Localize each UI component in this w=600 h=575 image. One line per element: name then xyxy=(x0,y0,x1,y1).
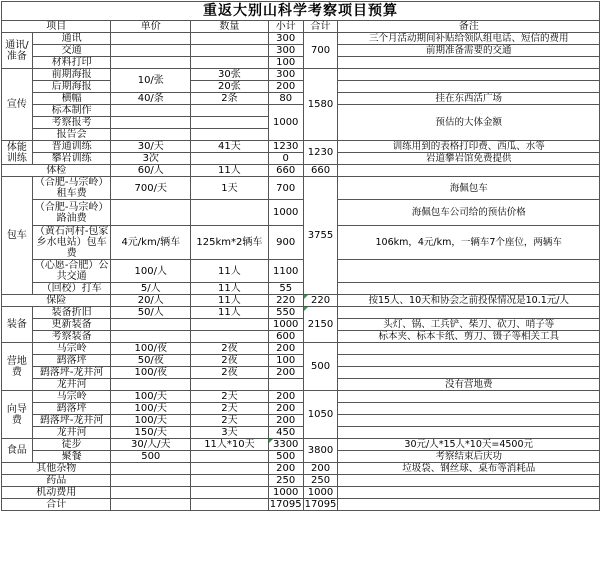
item-subtotal: 220 xyxy=(268,295,303,307)
item-subtotal: 200 xyxy=(268,343,303,355)
item-subtotal: 200 xyxy=(268,367,303,379)
table-row xyxy=(2,379,600,391)
table-row xyxy=(2,283,600,295)
category-bus: 包车 xyxy=(2,177,33,295)
item-name: 报告会 xyxy=(32,129,111,141)
item-quantity: 2天 xyxy=(191,391,269,403)
item-name: 鹞落坪 xyxy=(32,403,111,415)
header-subtotal: 小计 xyxy=(268,21,303,33)
category-food: 食品 xyxy=(2,439,33,463)
item-quantity: 1天 xyxy=(191,177,269,200)
item-quantity: 3天 xyxy=(191,427,269,439)
item-unit-price: 10/张 xyxy=(111,69,191,93)
item-unit-price: 60/人 xyxy=(111,165,191,177)
table-row xyxy=(2,427,600,439)
item-subtotal: 300 xyxy=(268,45,303,57)
item-name: 攀岩训练 xyxy=(32,153,111,165)
table-row xyxy=(2,81,600,93)
item-name: 鹞落坪-龙井河 xyxy=(32,367,111,379)
item-quantity: 2条 xyxy=(191,93,269,105)
item-name: 龙井河 xyxy=(32,427,111,439)
item-name: 交通 xyxy=(32,45,111,57)
item-quantity: 11人 xyxy=(191,283,269,295)
item-unit-price: 5/人 xyxy=(111,283,191,295)
item-subtotal: 100 xyxy=(268,355,303,367)
item-subtotal: 250 xyxy=(268,475,303,487)
item-name: 机动费用 xyxy=(2,487,111,499)
item-note: 30元/人*15人*10天=4500元 xyxy=(338,439,600,451)
table-row xyxy=(2,331,600,343)
item-name: 徒步 xyxy=(32,439,111,451)
table-row xyxy=(2,415,600,427)
group-subtotal: 1000 xyxy=(268,105,303,141)
item-subtotal: 3300 xyxy=(268,439,303,451)
item-subtotal: 1100 xyxy=(268,260,303,283)
item-subtotal: 700 xyxy=(268,177,303,200)
item-name: 马宗岭 xyxy=(32,343,111,355)
table-row xyxy=(2,226,600,260)
item-name: 龙井河 xyxy=(32,379,111,391)
item-note: 按15人、10天和协会之前投保情况是10.1元/人 xyxy=(338,295,600,307)
table-row xyxy=(2,295,600,307)
item-note: 海佩包车公司给的预估价格 xyxy=(338,200,600,226)
section-total: 2150 xyxy=(303,307,338,343)
sheet-title: 重返大别山科学考察项目预算 xyxy=(2,2,600,21)
item-unit-price: 50/夜 xyxy=(111,355,191,367)
table-row xyxy=(2,69,600,81)
table-row xyxy=(2,45,600,57)
item-quantity: 30张 xyxy=(191,69,269,81)
item-subtotal: 1000 xyxy=(268,487,303,499)
item-quantity: 11人 xyxy=(191,260,269,283)
item-note: 头灯、锅、工兵铲、柴刀、砍刀、哨子等 xyxy=(338,319,600,331)
item-name: 其他杂物 xyxy=(2,463,111,475)
table-row xyxy=(2,57,600,69)
item-unit-price: 100/天 xyxy=(111,415,191,427)
category-gear: 装备 xyxy=(2,307,33,343)
item-unit-price: 3次 xyxy=(111,153,191,165)
header-total: 合计 xyxy=(303,21,338,33)
table-row xyxy=(2,319,600,331)
section-total: 250 xyxy=(303,475,338,487)
item-name: 鹞落坪-龙井河 xyxy=(32,415,111,427)
category-promo: 宣传 xyxy=(2,69,33,141)
section-total: 3755 xyxy=(303,177,338,295)
item-note: 前期准备需要的交通 xyxy=(338,45,600,57)
table-row xyxy=(2,260,600,283)
item-quantity: 2夜 xyxy=(191,355,269,367)
item-subtotal: 200 xyxy=(268,81,303,93)
section-total: 220 xyxy=(303,295,338,307)
item-subtotal: 1000 xyxy=(268,200,303,226)
table-row xyxy=(2,343,600,355)
header-row xyxy=(2,21,600,33)
table-row xyxy=(2,93,600,105)
item-subtotal: 80 xyxy=(268,93,303,105)
item-unit-price: 100/人 xyxy=(111,260,191,283)
item-name: 后期海报 xyxy=(32,81,111,93)
item-subtotal: 300 xyxy=(268,69,303,81)
item-name: 通讯 xyxy=(32,33,111,45)
section-total: 700 xyxy=(303,33,338,69)
item-note: 训练用到的表格打印费、西瓜、水等 xyxy=(338,141,600,153)
item-subtotal: 600 xyxy=(268,331,303,343)
item-quantity: 11人 xyxy=(191,295,269,307)
item-note: 海佩包车 xyxy=(338,177,600,200)
item-name: 更新装备 xyxy=(32,319,111,331)
table-row xyxy=(2,439,600,451)
table-row xyxy=(2,200,600,226)
section-total: 1580 xyxy=(303,69,338,141)
item-quantity: 2天 xyxy=(191,403,269,415)
table-row xyxy=(2,307,600,319)
item-note: 三个月活动期间补贴给领队组电话、短信的费用 xyxy=(338,33,600,45)
table-row xyxy=(2,153,600,165)
item-name: 考察报考 xyxy=(32,117,111,129)
item-subtotal: 0 xyxy=(268,153,303,165)
item-name: 装备折旧 xyxy=(32,307,111,319)
item-subtotal: 200 xyxy=(268,415,303,427)
item-name: （心愿-合肥）公共交通 xyxy=(32,260,111,283)
table-row xyxy=(2,487,600,499)
item-unit-price: 100/天 xyxy=(111,403,191,415)
table-row xyxy=(2,367,600,379)
category-camp: 营地费 xyxy=(2,343,33,391)
item-subtotal: 450 xyxy=(268,427,303,439)
item-subtotal: 500 xyxy=(268,451,303,463)
item-note: 岩道攀岩馆免费提供 xyxy=(338,153,600,165)
item-unit-price: 40/条 xyxy=(111,93,191,105)
item-name: 普通训练 xyxy=(32,141,111,153)
table-row xyxy=(2,391,600,403)
section-total: 660 xyxy=(303,165,338,177)
grand-total: 17095 xyxy=(304,499,337,510)
header-project: 项目 xyxy=(2,21,111,33)
header-unit-price: 单价 xyxy=(111,21,191,33)
item-note: 106km，4元/km，一辆车7个座位，两辆车 xyxy=(338,226,600,260)
category-guide: 向导费 xyxy=(2,391,33,439)
section-total: 1000 xyxy=(303,487,338,499)
item-unit-price: 100/夜 xyxy=(111,367,191,379)
table-row xyxy=(2,451,600,463)
item-note: 考察结束后庆功 xyxy=(338,451,600,463)
item-name: 考察装备 xyxy=(32,331,111,343)
header-notes: 备注 xyxy=(338,21,600,33)
item-subtotal: 100 xyxy=(268,57,303,69)
item-subtotal: 550 xyxy=(268,307,303,319)
item-name: 聚餐 xyxy=(32,451,111,463)
table-row xyxy=(2,33,600,45)
item-quantity: 11人 xyxy=(191,307,269,319)
item-name: （黄石河村-包家乡水电站）包车费 xyxy=(32,226,111,260)
item-subtotal: 300 xyxy=(268,33,303,45)
item-subtotal: 900 xyxy=(268,226,303,260)
table-row xyxy=(2,475,600,487)
item-name: 药品 xyxy=(2,475,111,487)
section-total: 1050 xyxy=(303,391,338,439)
item-unit-price: 700/天 xyxy=(111,177,191,200)
item-name: （合肥-马宗岭）路油费 xyxy=(32,200,111,226)
table-row xyxy=(2,403,600,415)
grand-total-row xyxy=(2,499,600,511)
item-quantity: 2天 xyxy=(191,415,269,427)
table-row xyxy=(2,165,600,177)
item-subtotal: 1000 xyxy=(268,319,303,331)
section-total: 200 xyxy=(303,463,338,475)
item-subtotal: 200 xyxy=(268,391,303,403)
item-quantity: 41天 xyxy=(191,141,269,153)
item-name: 标本制作 xyxy=(32,105,111,117)
table-row xyxy=(2,141,600,153)
item-name: 材料打印 xyxy=(32,57,111,69)
item-name: 鹞落坪 xyxy=(32,355,111,367)
item-unit-price: 100/天 xyxy=(111,391,191,403)
item-subtotal: 200 xyxy=(268,403,303,415)
category-comm: 通讯/准备 xyxy=(2,33,33,69)
item-unit-price: 50/人 xyxy=(111,307,191,319)
item-name: 横幅 xyxy=(32,93,111,105)
item-quantity: 11人*10天 xyxy=(191,439,269,451)
group-note: 预估的大体金额 xyxy=(338,105,600,141)
item-subtotal: 55 xyxy=(268,283,303,295)
item-subtotal: 660 xyxy=(268,165,303,177)
item-unit-price: 100/夜 xyxy=(111,343,191,355)
item-unit-price: 30/人/天 xyxy=(111,439,191,451)
item-quantity: 2夜 xyxy=(191,367,269,379)
table-row xyxy=(2,177,600,200)
item-quantity: 20张 xyxy=(191,81,269,93)
grand-subtotal: 17095 xyxy=(269,499,302,510)
header-quantity: 数量 xyxy=(191,21,269,33)
section-total: 3800 xyxy=(303,439,338,463)
item-note: 没有营地费 xyxy=(338,379,600,391)
item-quantity: 11人 xyxy=(191,165,269,177)
item-subtotal: 200 xyxy=(268,463,303,475)
table-row xyxy=(2,463,600,475)
table-row xyxy=(2,355,600,367)
item-name: 体检 xyxy=(2,165,111,177)
section-total: 500 xyxy=(303,343,338,391)
item-unit-price: 500 xyxy=(111,451,191,463)
item-quantity: 125km*2辆车 xyxy=(191,226,269,260)
item-name: 马宗岭 xyxy=(32,391,111,403)
section-total: 1230 xyxy=(303,141,338,165)
item-subtotal: 1230 xyxy=(268,141,303,153)
grand-total-label: 合计 xyxy=(2,499,111,511)
item-name: （合肥-马宗岭）租车费 xyxy=(32,177,111,200)
budget-table xyxy=(1,1,600,511)
title-row xyxy=(2,2,600,21)
category-fitness: 体能训练 xyxy=(2,141,33,165)
item-unit-price: 30/天 xyxy=(111,141,191,153)
item-quantity: 2夜 xyxy=(191,343,269,355)
item-unit-price: 150/天 xyxy=(111,427,191,439)
item-unit-price: 20/人 xyxy=(111,295,191,307)
item-note: 标本夹、标本卡纸、剪刀、镊子等相关工具 xyxy=(338,331,600,343)
item-name: 保险 xyxy=(2,295,111,307)
item-unit-price: 4元/km/辆车 xyxy=(111,226,191,260)
table-row xyxy=(2,105,600,117)
item-note: 垃圾袋、钢丝球、桌布等消耗品 xyxy=(338,463,600,475)
item-name: 前期海报 xyxy=(32,69,111,81)
item-note: 挂在东西活广场 xyxy=(338,93,600,105)
item-name: （回校）打车 xyxy=(32,283,111,295)
